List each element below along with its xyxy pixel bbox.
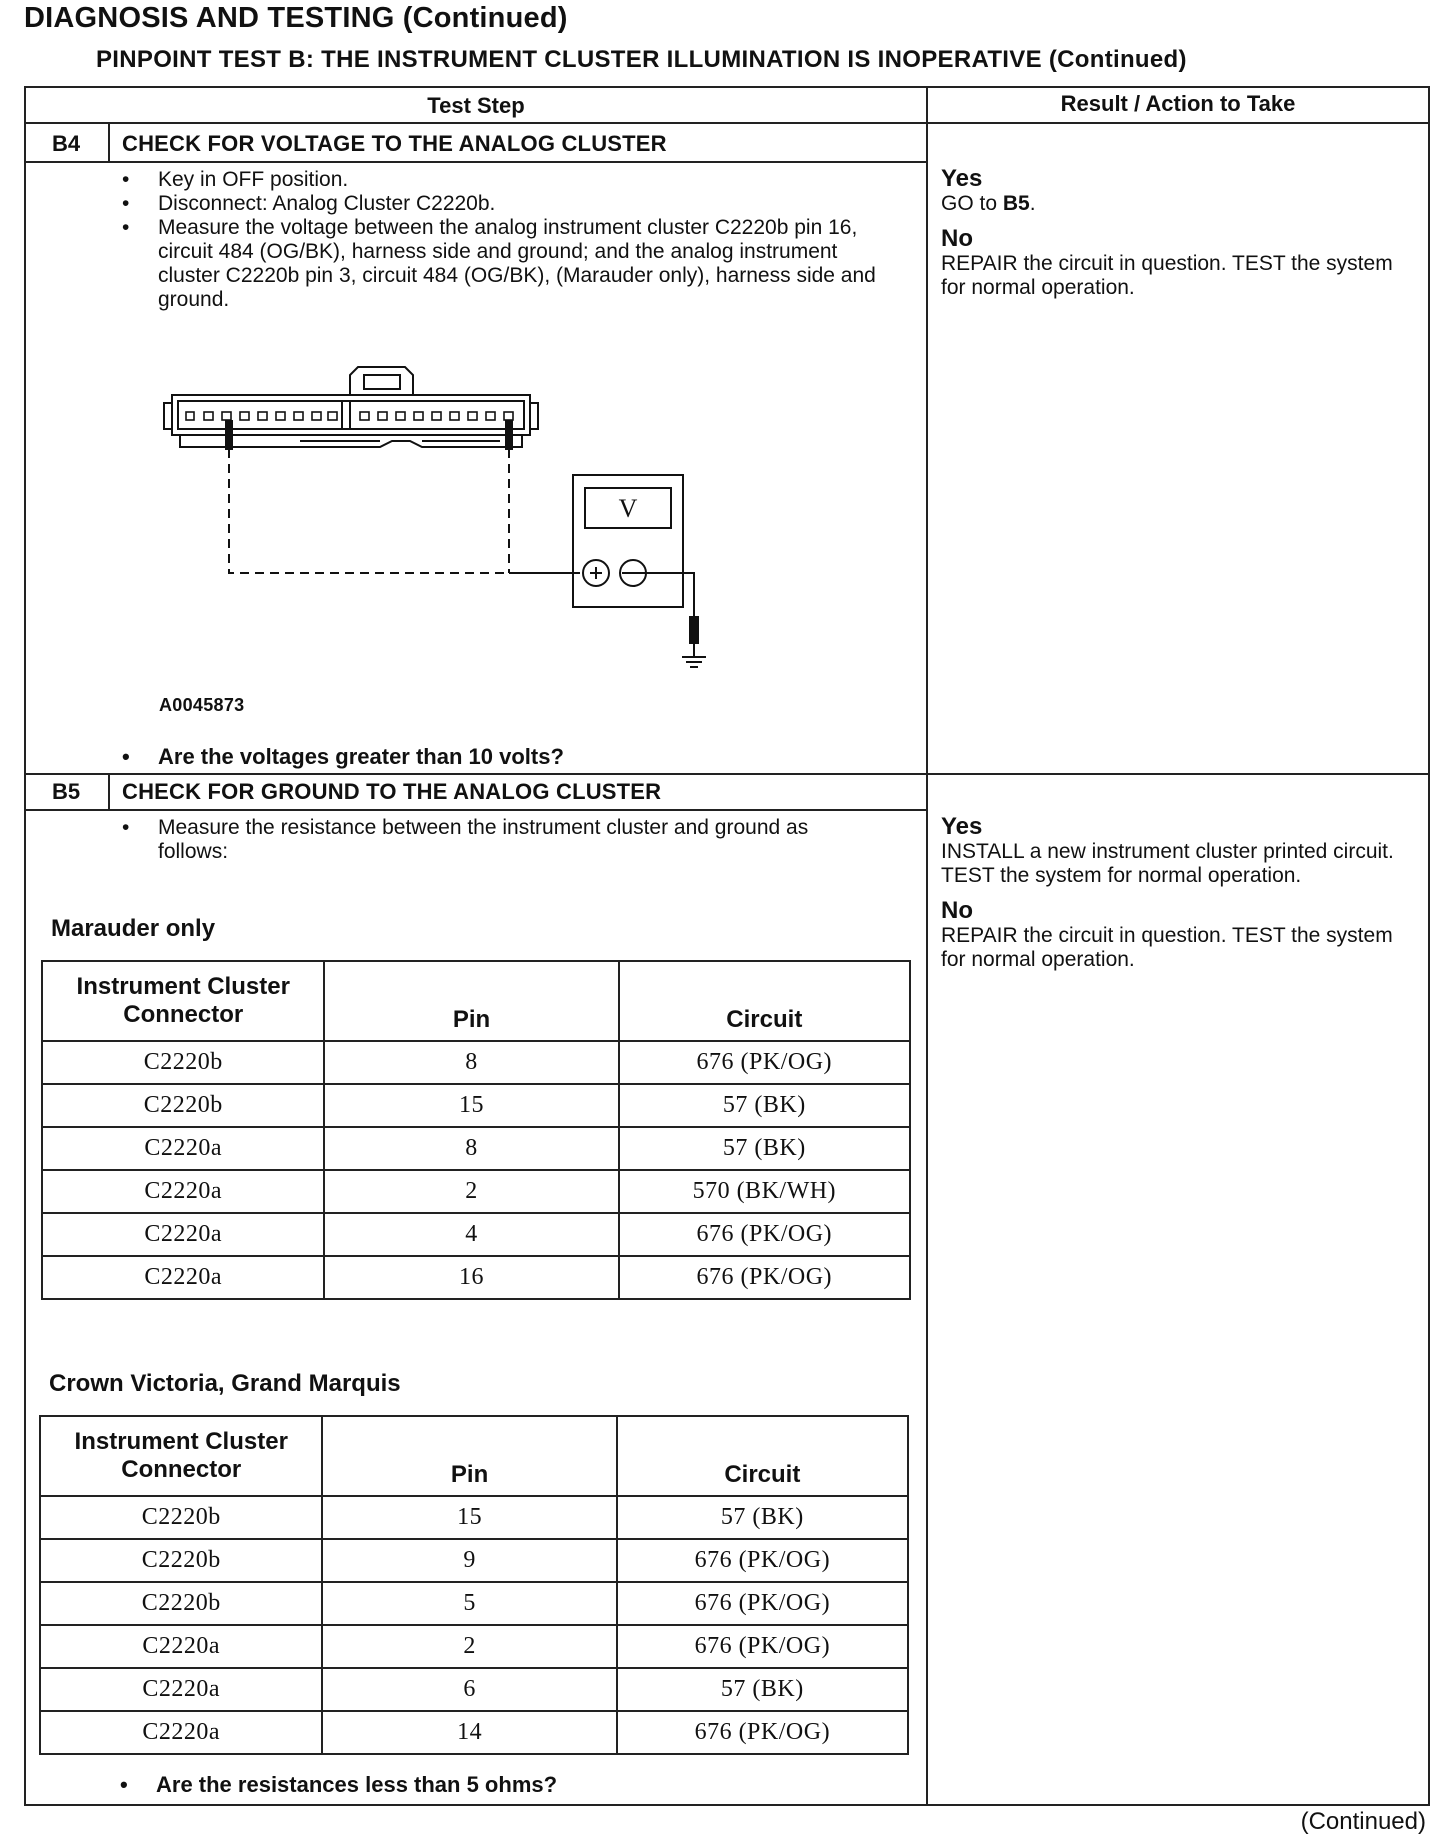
pin-cell: 15 [324, 1084, 618, 1127]
pin-cell: 9 [322, 1539, 616, 1582]
figure-id: A0045873 [159, 695, 245, 715]
b4-yes-action: GO to B5. [941, 192, 1036, 215]
header-result: Result / Action to Take [1060, 91, 1296, 116]
b5-results [941, 814, 1421, 972]
pin-cell: 8 [324, 1041, 618, 1084]
table-row [40, 1582, 908, 1625]
pinpoint-test-title: PINPOINT TEST B: THE INSTRUMENT CLUSTER ILLUMINATION IS INOPERATIVE (Continued) [96, 46, 1187, 73]
b5-no-label: No [941, 897, 973, 924]
pin-cell: 8 [324, 1127, 618, 1170]
crown-victoria-pin-table [39, 1415, 909, 1755]
connector-cell: C2220b [42, 1041, 324, 1084]
b5-step-id: B5 [52, 779, 81, 804]
b5-instruction: • Measure the resistance between the instrument cluster and ground as follows: [122, 816, 862, 864]
pin-cell: 14 [322, 1711, 616, 1754]
b4-id-divider [108, 124, 110, 162]
table-row [40, 1711, 908, 1754]
table-row [40, 1539, 908, 1582]
col-connector: Instrument Cluster Connector [42, 961, 324, 1041]
table-row [42, 1256, 910, 1299]
b5-instructions [122, 816, 862, 864]
b4-yes-label: Yes [941, 165, 983, 192]
voltage-measurement-diagram [160, 355, 750, 695]
col-circuit: Circuit [619, 961, 910, 1041]
table-row [42, 1170, 910, 1213]
circuit-cell: 676 (PK/OG) [619, 1041, 910, 1084]
connector-cell: C2220b [40, 1496, 322, 1539]
b5-step-heading: CHECK FOR GROUND TO THE ANALOG CLUSTER [122, 779, 662, 804]
section-title: DIAGNOSIS AND TESTING (Continued) [24, 2, 568, 34]
col-pin: Pin [322, 1416, 616, 1496]
circuit-cell: 676 (PK/OG) [617, 1711, 908, 1754]
b4-step-id: B4 [52, 131, 81, 156]
pin-cell: 2 [324, 1170, 618, 1213]
circuit-cell: 676 (PK/OG) [617, 1539, 908, 1582]
b4-question: • Are the voltages greater than 10 volts? [122, 744, 564, 770]
circuit-cell: 676 (PK/OG) [619, 1256, 910, 1299]
b4-instruction: • Key in OFF position. [122, 168, 882, 192]
voltmeter-label: V [618, 494, 638, 523]
connector-cell: C2220a [42, 1127, 324, 1170]
col-connector: Instrument Cluster Connector [40, 1416, 322, 1496]
connector-cell: C2220a [42, 1213, 324, 1256]
pin-cell: 16 [324, 1256, 618, 1299]
b4-no-action: REPAIR the circuit in question. TEST the system for normal operation. [941, 252, 1393, 299]
connector-cell: C2220a [40, 1625, 322, 1668]
circuit-cell: 57 (BK) [619, 1127, 910, 1170]
table-row [40, 1668, 908, 1711]
b5-heading-divider [24, 809, 927, 811]
table-row [42, 1084, 910, 1127]
circuit-cell: 57 (BK) [617, 1496, 908, 1539]
b4-step-heading: CHECK FOR VOLTAGE TO THE ANALOG CLUSTER [122, 131, 667, 156]
header-test-step: Test Step [427, 93, 525, 118]
b5-top-divider [24, 773, 1430, 775]
circuit-cell: 676 (PK/OG) [617, 1625, 908, 1668]
b4-no-label: No [941, 225, 973, 252]
circuit-cell: 676 (PK/OG) [617, 1582, 908, 1625]
table-row [40, 1625, 908, 1668]
b5-yes-label: Yes [941, 813, 983, 840]
marauder-subheading: Marauder only [51, 915, 216, 942]
connector-cell: C2220b [40, 1582, 322, 1625]
b4-heading-divider [24, 161, 927, 163]
table-header-row [42, 961, 910, 1041]
marauder-pin-table [41, 960, 911, 1300]
b5-id-divider [108, 775, 110, 810]
table-header-row [40, 1416, 908, 1496]
table-row [42, 1127, 910, 1170]
connector-cell: C2220a [40, 1711, 322, 1754]
pin-cell: 15 [322, 1496, 616, 1539]
pin-cell: 6 [322, 1668, 616, 1711]
crown-victoria-subheading: Crown Victoria, Grand Marquis [49, 1370, 401, 1397]
b4-results [941, 166, 1421, 300]
b5-question: • Are the resistances less than 5 ohms? [120, 1772, 557, 1798]
b5-yes-action: INSTALL a new instrument cluster printed circuit. TEST the system for normal operation. [941, 840, 1394, 887]
col-circuit: Circuit [617, 1416, 908, 1496]
step-link-b5[interactable]: B5 [1002, 192, 1030, 215]
col-pin: Pin [324, 961, 618, 1041]
ground-icon [682, 617, 706, 667]
b4-instructions [122, 168, 882, 312]
table-row [42, 1213, 910, 1256]
b4-instruction: • Disconnect: Analog Cluster C2220b. [122, 192, 882, 216]
pin-cell: 4 [324, 1213, 618, 1256]
connector-cell: C2220a [42, 1256, 324, 1299]
b4-instruction: • Measure the voltage between the analog instrument cluster C2220b pin 16, circuit 484 (OG/BK), harness side and ground; and the analog instrument cluster C2220b pin 3, circuit 484 (OG/BK), (Marauder only), harness side and ground. [122, 216, 882, 312]
connector-cell: C2220a [42, 1170, 324, 1213]
pin-cell: 5 [322, 1582, 616, 1625]
circuit-cell: 57 (BK) [619, 1084, 910, 1127]
pin-cell: 2 [322, 1625, 616, 1668]
circuit-cell: 57 (BK) [617, 1668, 908, 1711]
column-divider [926, 86, 928, 1806]
connector-cell: C2220b [40, 1539, 322, 1582]
b5-no-action: REPAIR the circuit in question. TEST the system for normal operation. [941, 924, 1393, 971]
continued-note: (Continued) [1300, 1808, 1426, 1835]
circuit-cell: 570 (BK/WH) [619, 1170, 910, 1213]
table-row [40, 1496, 908, 1539]
connector-cell: C2220a [40, 1668, 322, 1711]
cluster-connector [164, 367, 538, 447]
circuit-cell: 676 (PK/OG) [619, 1213, 910, 1256]
table-row [42, 1041, 910, 1084]
header-row-divider [24, 122, 1430, 124]
connector-cell: C2220b [42, 1084, 324, 1127]
